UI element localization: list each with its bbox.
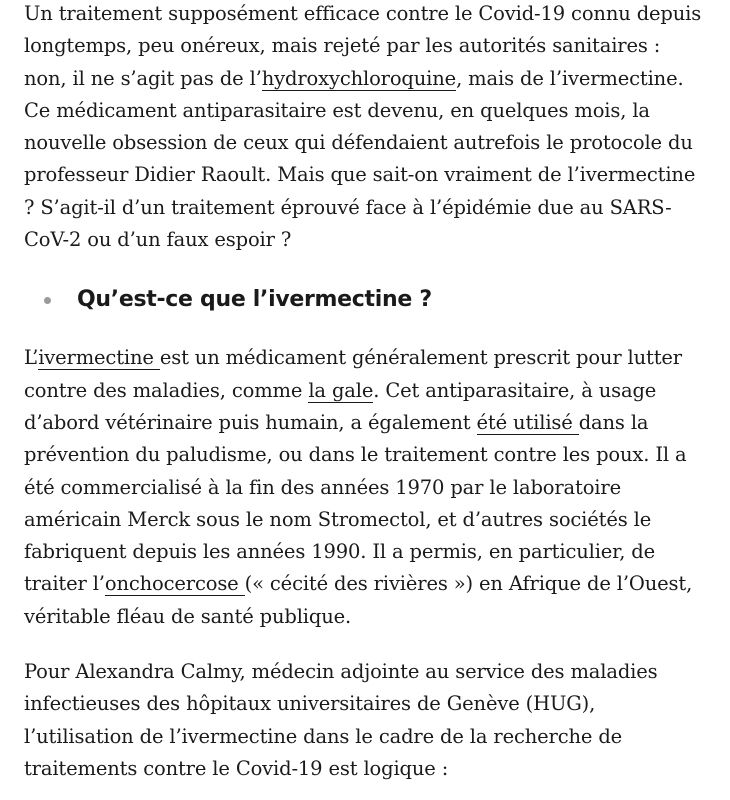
link-ivermectine[interactable]: ivermectine (38, 346, 160, 370)
intro-paragraph (24, 0, 706, 256)
definition-text-part-3: . Cet antiparasitaire, à usage d’abord vétérinaire puis humain, a également (24, 378, 657, 434)
link-ete-utilise[interactable]: été utilisé (476, 410, 579, 434)
article-body (24, 0, 706, 785)
expert-paragraph: Pour Alexandra Calmy, médecin adjointe au service des maladies infectieuses des hôpitaux universitaires de Genève (HUG), l’utilisation de l’ivermectine dans le cadre de la recherche de traitements contre le Covid-19 est logique : (24, 660, 658, 780)
definition-text-part-4: dans la prévention du paludisme, ou dans le traitement contre les poux. Il a été commercialisé à la fin des années 1970 par le laboratoire américain Merck sous le nom Stromectol, et d’autres sociétés le fabriquent depuis les années 1990. Il a permis, en particulier, de traiter l’ (24, 410, 687, 596)
definition-paragraph (24, 342, 706, 633)
definition-text-part-1: L’ (24, 346, 39, 370)
definition-text-part-2: est un médicament généralement prescrit pour lutter contre des maladies, comme (24, 346, 682, 402)
intro-text-part-2: , mais de l’ivermectine. Ce médicament antiparasitaire est devenu, en quelques mois, la nouvelle obsession de ceux qui défendaient autrefois le protocole du professeur Didier Raoult. Mais que sait-on vraiment de l’ivermectine ? S’agit-il d’un traitement éprouvé face à l’épidémie due au SARS-CoV-2 ou d’un faux espoir ? (24, 66, 696, 252)
bullet-dot-icon (44, 297, 51, 304)
link-onchocercose[interactable]: onchocercose (104, 572, 245, 596)
section-heading (24, 280, 706, 320)
link-hydroxychloroquine[interactable]: hydroxychloroquine (261, 66, 457, 90)
link-la-gale[interactable]: la gale (308, 378, 374, 402)
definition-text-part-5: (« cécité des rivières ») en Afrique de l’Ouest, véritable fléau de santé publique. (24, 572, 693, 628)
section-heading-text: Qu’est-ce que l’ivermectine ? (77, 287, 432, 313)
intro-text-part-1: Un traitement supposément efficace contre le Covid-19 connu depuis longtemps, peu onéreux, mais rejeté par les autorités sanitaires : non, il ne s’agit pas de l’ (24, 2, 702, 90)
